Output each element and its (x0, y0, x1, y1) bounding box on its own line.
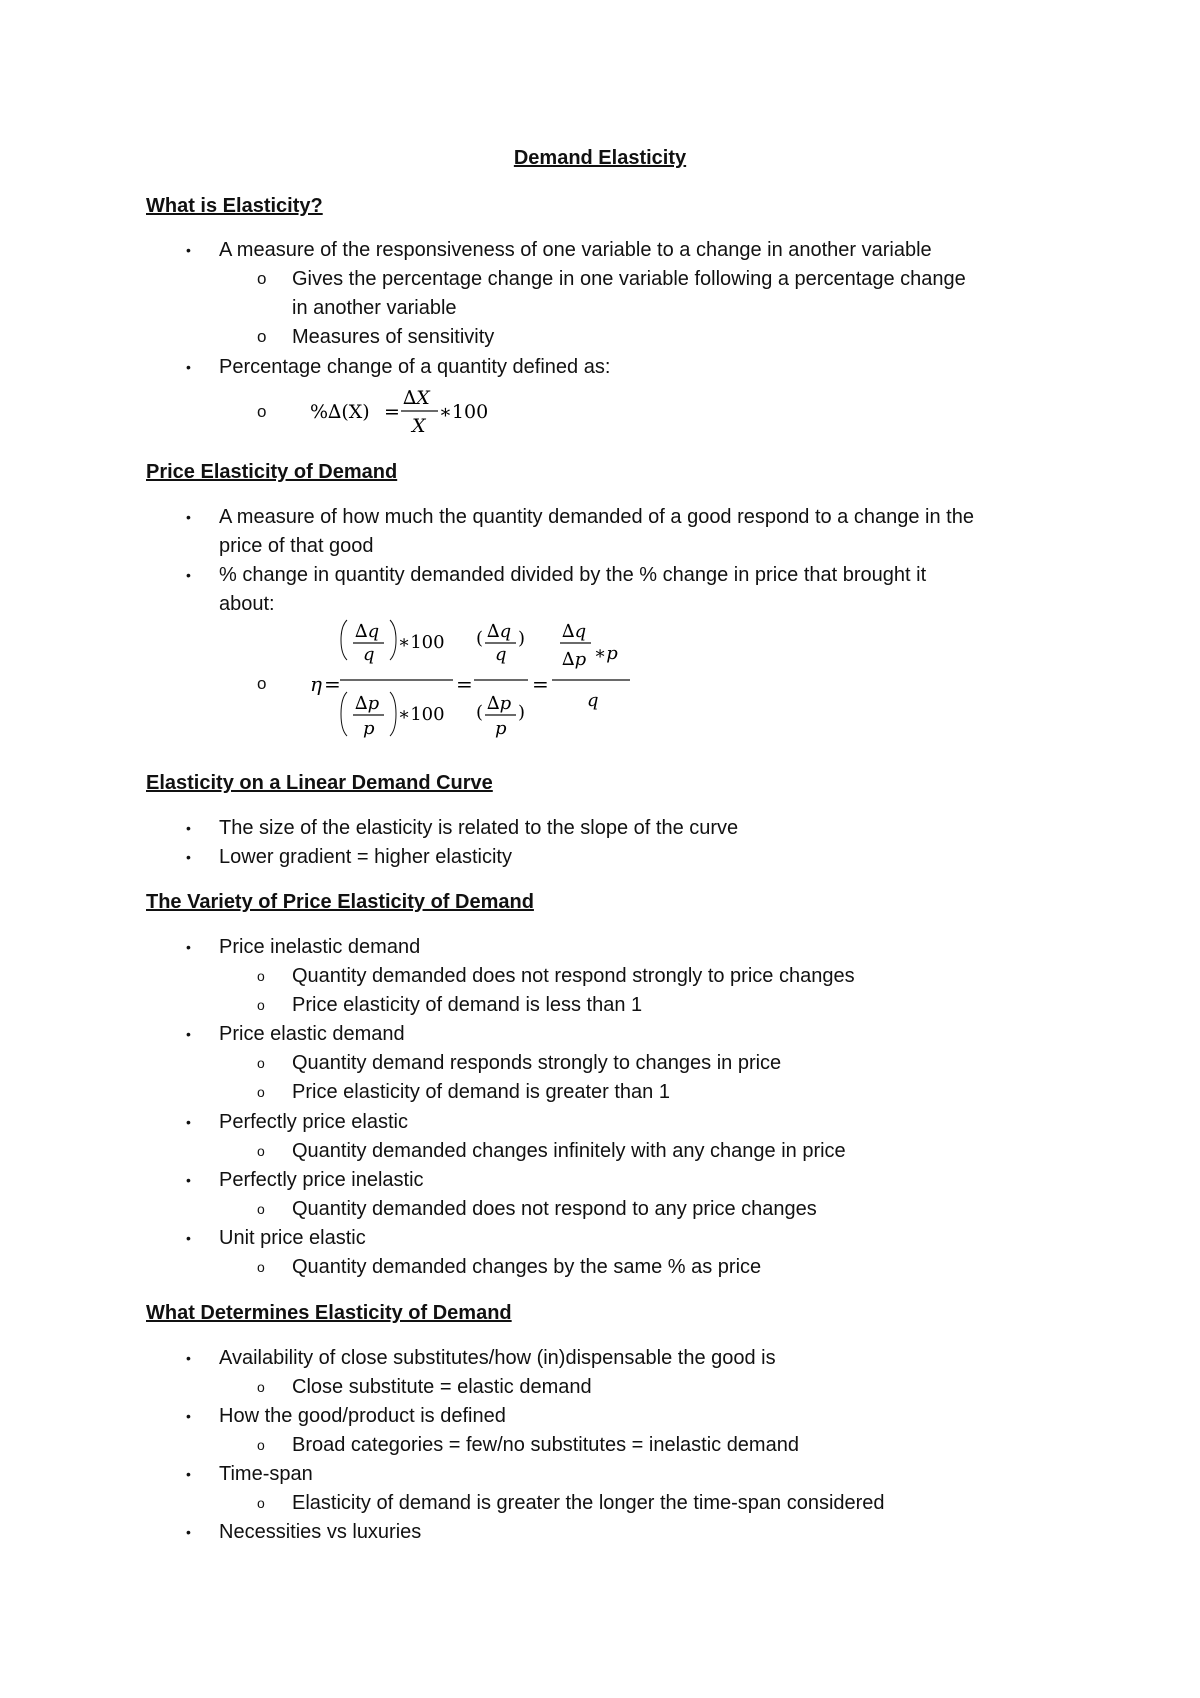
sub-list-item: Measures of sensitivity (292, 326, 495, 348)
bullet-marker: • (186, 849, 191, 865)
paren-right-glyph: ) (518, 702, 526, 723)
list-item: Unit price elastic (219, 1227, 366, 1249)
bullet-marker: • (186, 1350, 191, 1366)
sub-list-item-continuation: in another variable (292, 297, 457, 319)
paren-left (341, 692, 347, 736)
list-item: Time-span (219, 1463, 313, 1485)
list-item: % change in quantity demanded divided by the % change in price that brought it (219, 564, 927, 586)
formula-p: p (363, 718, 375, 739)
paren-left-glyph: ( (476, 702, 484, 723)
formula-eta: η (310, 672, 322, 696)
list-item: Perfectly price elastic (219, 1111, 408, 1133)
sub-list-item: Quantity demanded changes by the same % as price (292, 1256, 762, 1278)
list-item-continuation: about: (219, 593, 275, 615)
formula-dp: ∆p (355, 693, 380, 714)
sub-bullet-marker: o (257, 327, 267, 346)
sub-list-item: Elasticity of demand is greater the longer the time-span considered (292, 1492, 885, 1514)
bullet-marker: • (186, 1230, 191, 1246)
formula-equals: = (456, 672, 473, 696)
elasticity-formula (300, 616, 660, 754)
formula-dp: ∆p (562, 649, 587, 670)
formula-times-100: ∗100 (398, 632, 445, 653)
formula-lhs: %∆(X) (310, 401, 370, 423)
bullet-marker: • (186, 1524, 191, 1540)
sub-list-item: Price elasticity of demand is greater than 1 (292, 1081, 670, 1103)
formula-times-p: ∗p (594, 643, 618, 664)
bullet-marker: • (186, 1408, 191, 1424)
list-item: Price inelastic demand (219, 936, 421, 958)
formula-q: q (363, 644, 375, 665)
list-item: Necessities vs luxuries (219, 1521, 422, 1543)
list-item: Percentage change of a quantity defined as: (219, 356, 611, 378)
bullet-marker: • (186, 1026, 191, 1042)
sub-list-item: Quantity demanded does not respond strongly to price changes (292, 965, 855, 987)
list-item-continuation: price of that good (219, 535, 374, 557)
sub-bullet-marker: o (257, 1055, 265, 1071)
paren-right (390, 620, 396, 660)
list-item: The size of the elasticity is related to the slope of the curve (219, 817, 739, 839)
bullet-marker: • (186, 1172, 191, 1188)
bullet-marker: • (186, 567, 191, 583)
sub-list-item: Broad categories = few/no substitutes = inelastic demand (292, 1434, 799, 1456)
formula-q: q (587, 690, 599, 711)
list-item: Price elastic demand (219, 1023, 405, 1045)
bullet-marker: • (186, 359, 191, 375)
formula-tail: ∗100 (439, 401, 489, 423)
sub-bullet-marker: o (257, 1259, 265, 1275)
formula-dq: ∆q (562, 621, 587, 642)
list-item: Lower gradient = higher elasticity (219, 846, 512, 868)
formula-equals: = (384, 401, 400, 423)
sub-bullet-marker: o (257, 1143, 265, 1159)
bullet-marker: • (186, 509, 191, 525)
paren-left-glyph: ( (476, 628, 484, 649)
sub-bullet-marker: o (257, 1084, 265, 1100)
sub-list-item: Gives the percentage change in one variable following a percentage change (292, 268, 966, 290)
bullet-marker: • (186, 242, 191, 258)
sub-list-item: Quantity demanded does not respond to any price changes (292, 1198, 817, 1220)
paren-left (341, 620, 347, 660)
document-title: Demand Elasticity (513, 147, 687, 169)
section-heading-what-is-elasticity: What is Elasticity? (146, 195, 323, 217)
sub-bullet-marker: o (257, 674, 267, 693)
sub-bullet-marker: o (257, 269, 267, 288)
sub-list-item: Quantity demanded changes infinitely with any change in price (292, 1140, 846, 1162)
sub-bullet-marker: o (257, 1437, 265, 1453)
sub-bullet-marker: o (257, 1495, 265, 1511)
formula-p: p (495, 718, 507, 739)
formula-dp: ∆p (487, 693, 512, 714)
bullet-marker: • (186, 1466, 191, 1482)
sub-list-item: Quantity demand responds strongly to changes in price (292, 1052, 782, 1074)
formula-equals: = (532, 672, 549, 696)
formula-numerator: ∆X (403, 387, 430, 409)
section-heading-linear-demand: Elasticity on a Linear Demand Curve (146, 772, 493, 794)
bullet-marker: • (186, 939, 191, 955)
sub-list-item: Price elasticity of demand is less than 1 (292, 994, 643, 1016)
paren-right (390, 692, 396, 736)
formula-denominator: X (412, 415, 426, 437)
list-item: A measure of how much the quantity demanded of a good respond to a change in the (219, 506, 974, 528)
formula-times-100: ∗100 (398, 704, 445, 725)
sub-bullet-marker: o (257, 997, 265, 1013)
section-heading-price-elasticity: Price Elasticity of Demand (146, 461, 398, 483)
section-heading-determinants: What Determines Elasticity of Demand (146, 1302, 512, 1324)
list-item: Availability of close substitutes/how (in)dispensable the good is (219, 1347, 776, 1369)
sub-bullet-marker: o (257, 402, 267, 421)
sub-bullet-marker: o (257, 1201, 265, 1217)
formula-equals: = (324, 672, 341, 696)
list-item: Perfectly price inelastic (219, 1169, 424, 1191)
percent-change-formula (300, 382, 520, 440)
sub-bullet-marker: o (257, 968, 265, 984)
formula-dq: ∆q (355, 621, 380, 642)
list-item: A measure of the responsiveness of one variable to a change in another variable (219, 239, 932, 261)
formula-q: q (495, 644, 507, 665)
formula-dq: ∆q (487, 621, 512, 642)
sub-bullet-marker: o (257, 1379, 265, 1395)
section-heading-variety: The Variety of Price Elasticity of Demand (146, 891, 534, 913)
sub-list-item: Close substitute = elastic demand (292, 1376, 592, 1398)
paren-right-glyph: ) (518, 628, 526, 649)
list-item: How the good/product is defined (219, 1405, 506, 1427)
bullet-marker: • (186, 820, 191, 836)
bullet-marker: • (186, 1114, 191, 1130)
